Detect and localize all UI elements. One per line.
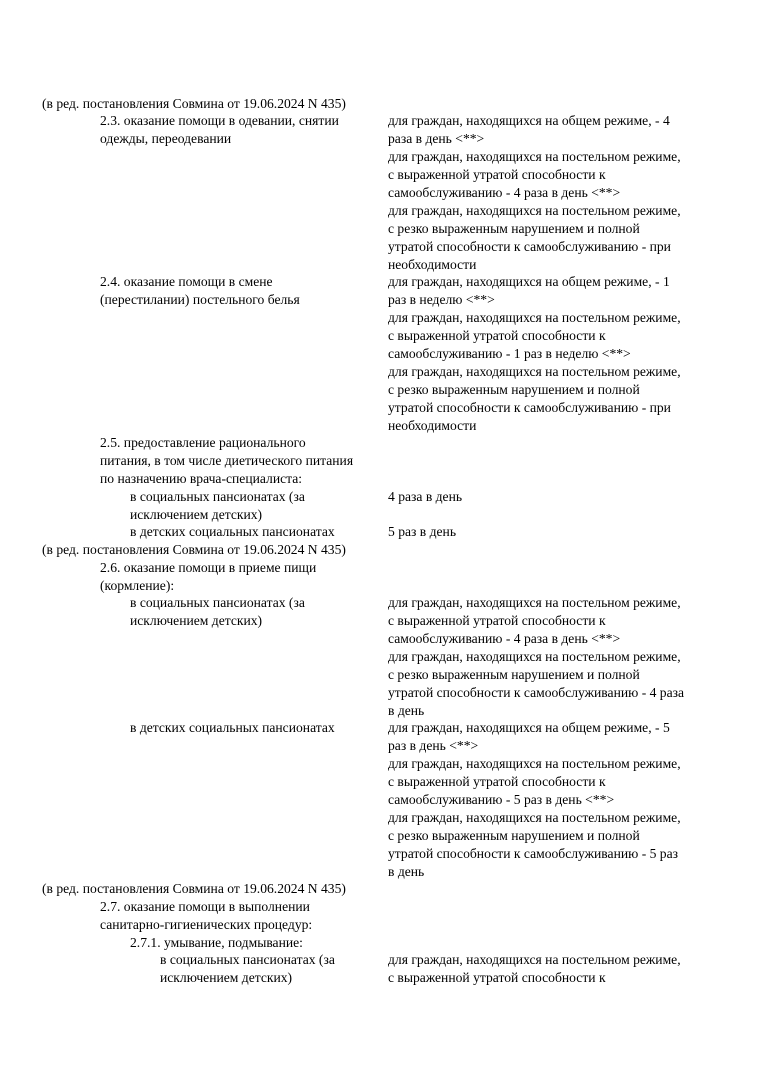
text-line: для граждан, находящихся на постельном режиме, [388, 595, 681, 610]
text-line: для граждан, находящихся на постельном режиме, [388, 810, 681, 825]
text-line: в социальных пансионатах (за [130, 489, 305, 504]
text-line: исключением детских) [130, 613, 263, 628]
text-line: с выраженной утратой способности к [388, 970, 606, 985]
text-line: 5 раз в день [388, 524, 457, 539]
text-line: 2.7. оказание помощи в выполнении [100, 899, 310, 914]
text-line: (кормление): [100, 578, 175, 593]
text-line: (в ред. постановления Совмина от 19.06.2024 N 435) [42, 542, 346, 557]
text-line: утратой способности к самообслуживанию - при [388, 239, 671, 254]
text-line: для граждан, находящихся на общем режиме, - 5 [388, 720, 670, 735]
text-line: для граждан, находящихся на постельном режиме, [388, 649, 681, 664]
text-line: 2.4. оказание помощи в смене [100, 274, 273, 289]
text-line: раз в день <**> [388, 738, 479, 753]
text-line: для граждан, находящихся на общем режиме, - 1 [388, 274, 670, 289]
text-line: раз в неделю <**> [388, 292, 495, 307]
text-line: утратой способности к самообслуживанию - 5 раз [388, 846, 679, 861]
text-line: (в ред. постановления Совмина от 19.06.2024 N 435) [42, 96, 346, 111]
text-line: в социальных пансионатах (за [130, 595, 305, 610]
text-line: 4 раза в день [388, 489, 463, 504]
text-line: исключением детских) [160, 970, 293, 985]
text-line: в социальных пансионатах (за [160, 952, 335, 967]
text-line: (в ред. постановления Совмина от 19.06.2024 N 435) [42, 881, 346, 896]
text-line: для граждан, находящихся на постельном режиме, [388, 952, 681, 967]
text-line: для граждан, находящихся на постельном режиме, [388, 310, 681, 325]
text-line: с резко выраженным нарушением и полной [388, 667, 640, 682]
text-line: самообслуживанию - 4 раза в день <**> [388, 185, 621, 200]
text-line: для граждан, находящихся на постельном режиме, [388, 149, 681, 164]
text-line: питания, в том числе диетического питания [100, 453, 354, 468]
text-line: 2.6. оказание помощи в приеме пищи [100, 560, 317, 575]
text-line: самообслуживанию - 4 раза в день <**> [388, 631, 621, 646]
text-line: с резко выраженным нарушением и полной [388, 382, 640, 397]
text-line: санитарно-гигиенических процедур: [100, 917, 313, 932]
text-line: в день [388, 864, 425, 879]
text-line: с резко выраженным нарушением и полной [388, 221, 640, 236]
text-line: необходимости [388, 257, 477, 272]
text-line: для граждан, находящихся на постельном режиме, [388, 203, 681, 218]
text-line: 2.5. предоставление рационального [100, 435, 306, 450]
text-line: по назначению врача-специалиста: [100, 471, 303, 486]
text-line: в детских социальных пансионатах [130, 720, 335, 735]
text-line: необходимости [388, 418, 477, 433]
text-line: для граждан, находящихся на постельном режиме, [388, 364, 681, 379]
text-line: исключением детских) [130, 507, 263, 522]
text-line: с выраженной утратой способности к [388, 613, 606, 628]
text-line: в детских социальных пансионатах [130, 524, 335, 539]
text-line: (перестилании) постельного белья [100, 292, 300, 307]
text-line: с выраженной утратой способности к [388, 774, 606, 789]
text-line: одежды, переодевании [100, 131, 232, 146]
text-line: с резко выраженным нарушением и полной [388, 828, 640, 843]
text-line: для граждан, находящихся на постельном режиме, [388, 756, 681, 771]
text-line: утратой способности к самообслуживанию - 4 раза [388, 685, 685, 700]
text-line: раза в день <**> [388, 131, 485, 146]
text-line: в день [388, 703, 425, 718]
text-line: самообслуживанию - 1 раз в неделю <**> [388, 346, 631, 361]
text-line: с выраженной утратой способности к [388, 328, 606, 343]
text-line: 2.7.1. умывание, подмывание: [130, 935, 303, 950]
text-line: для граждан, находящихся на общем режиме, - 4 [388, 113, 670, 128]
text-line: самообслуживанию - 5 раз в день <**> [388, 792, 615, 807]
text-line: с выраженной утратой способности к [388, 167, 606, 182]
text-line: 2.3. оказание помощи в одевании, снятии [100, 113, 339, 128]
text-line: утратой способности к самообслуживанию - при [388, 400, 671, 415]
